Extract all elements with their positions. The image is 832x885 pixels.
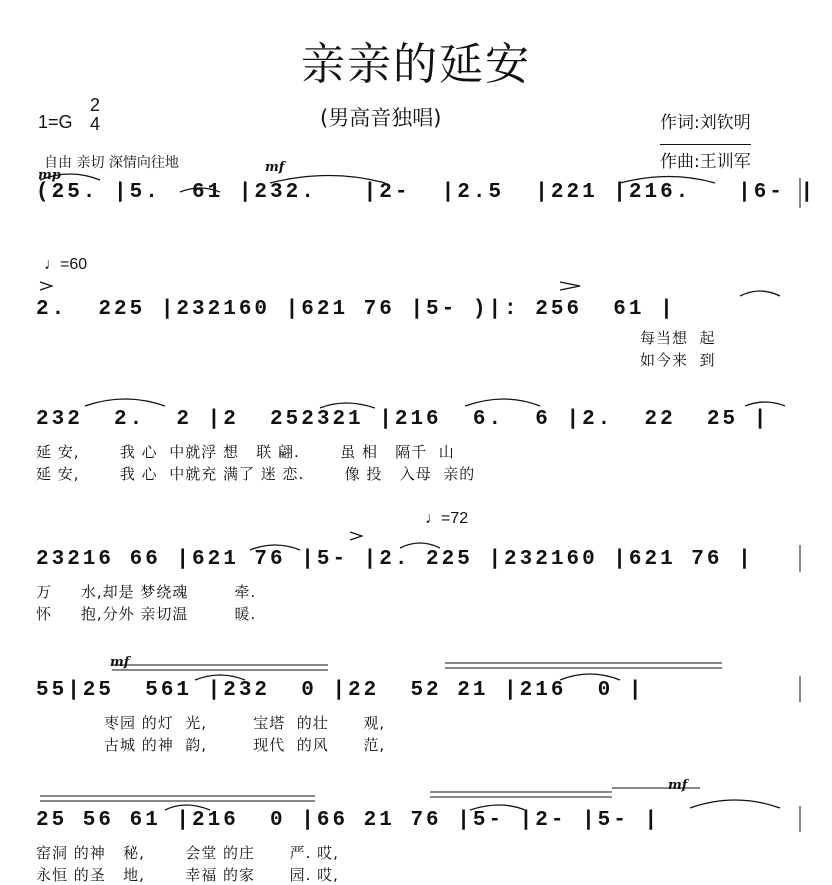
notation-line: 23216 66 |621 76 |5- |2. 225 |232160 |621 76 | (36, 548, 754, 571)
lyrics-verse-1: 窑洞 的神 秘, 会堂 的庄 严. 哎, (36, 844, 339, 862)
time-signature-bottom: 4 (89, 114, 100, 134)
tempo-marking-72: ♩=72 (425, 510, 469, 527)
dynamic-mf: mf (668, 778, 688, 793)
lyrics-verse-2: 永恒 的圣 地, 幸福 的家 园. 哎, (36, 866, 339, 884)
lyrics-verse-2: 古城 的神 韵, 现代 的风 范, (104, 736, 386, 754)
notation-line: 25 56 61 |216 0 |66 21 76 |5- |2- |5- | (36, 809, 661, 832)
tempo-marking-60: ♩=60 (44, 256, 88, 273)
quarter-note-icon: ♩ (425, 510, 441, 527)
song-subtitle: (男高音独唱) (320, 106, 442, 130)
lyrics-verse-2: 延 安, 我 心 中就充 满了 迷 恋. 像 投 入母 亲的 (36, 465, 476, 483)
notation-line: (25. |5. 61 |232. |2- |2.5 |221 |216. |6- | (36, 181, 817, 204)
lyrics-verse-1: 枣园 的灯 光, 宝塔 的壮 观, (104, 714, 386, 732)
lyricist-credit: 作词:刘钦明 (660, 113, 751, 133)
time-signature-top: 2 (89, 95, 100, 115)
dynamic-mf: mf (265, 160, 285, 175)
notation-line: 2. 225 |232160 |621 76 |5- )|: 256 61 | (36, 298, 676, 321)
lyrics-verse-1: 每当想 起 (640, 329, 716, 347)
expression-marking: 自由 亲切 深情向往地 (44, 155, 179, 171)
lyrics-verse-1: 万 水,却是 梦绕魂 牵. (36, 583, 257, 601)
notation-line: 232 2. 2 |2 252321 |216 6. 6 |2. 22 25 | (36, 408, 770, 431)
lyrics-verse-2: 怀 抱,分外 亲切温 暖. (36, 605, 257, 623)
lyrics-verse-1: 延 安, 我 心 中就浮 想 联 翩. 虽 相 隔千 山 (36, 443, 455, 461)
key-signature: 1=G (38, 112, 73, 132)
lyrics-verse-2: 如今来 到 (640, 351, 716, 369)
composer-credit: 作曲:王训军 (660, 144, 751, 172)
quarter-note-icon: ♩ (44, 256, 60, 273)
notation-line: 55|25 561 |232 0 |22 52 21 |216 0 | (36, 679, 645, 702)
dynamic-mp: mp (38, 168, 61, 183)
dynamic-mf: mf (110, 655, 130, 670)
song-title: 亲亲的延安 (301, 39, 531, 90)
